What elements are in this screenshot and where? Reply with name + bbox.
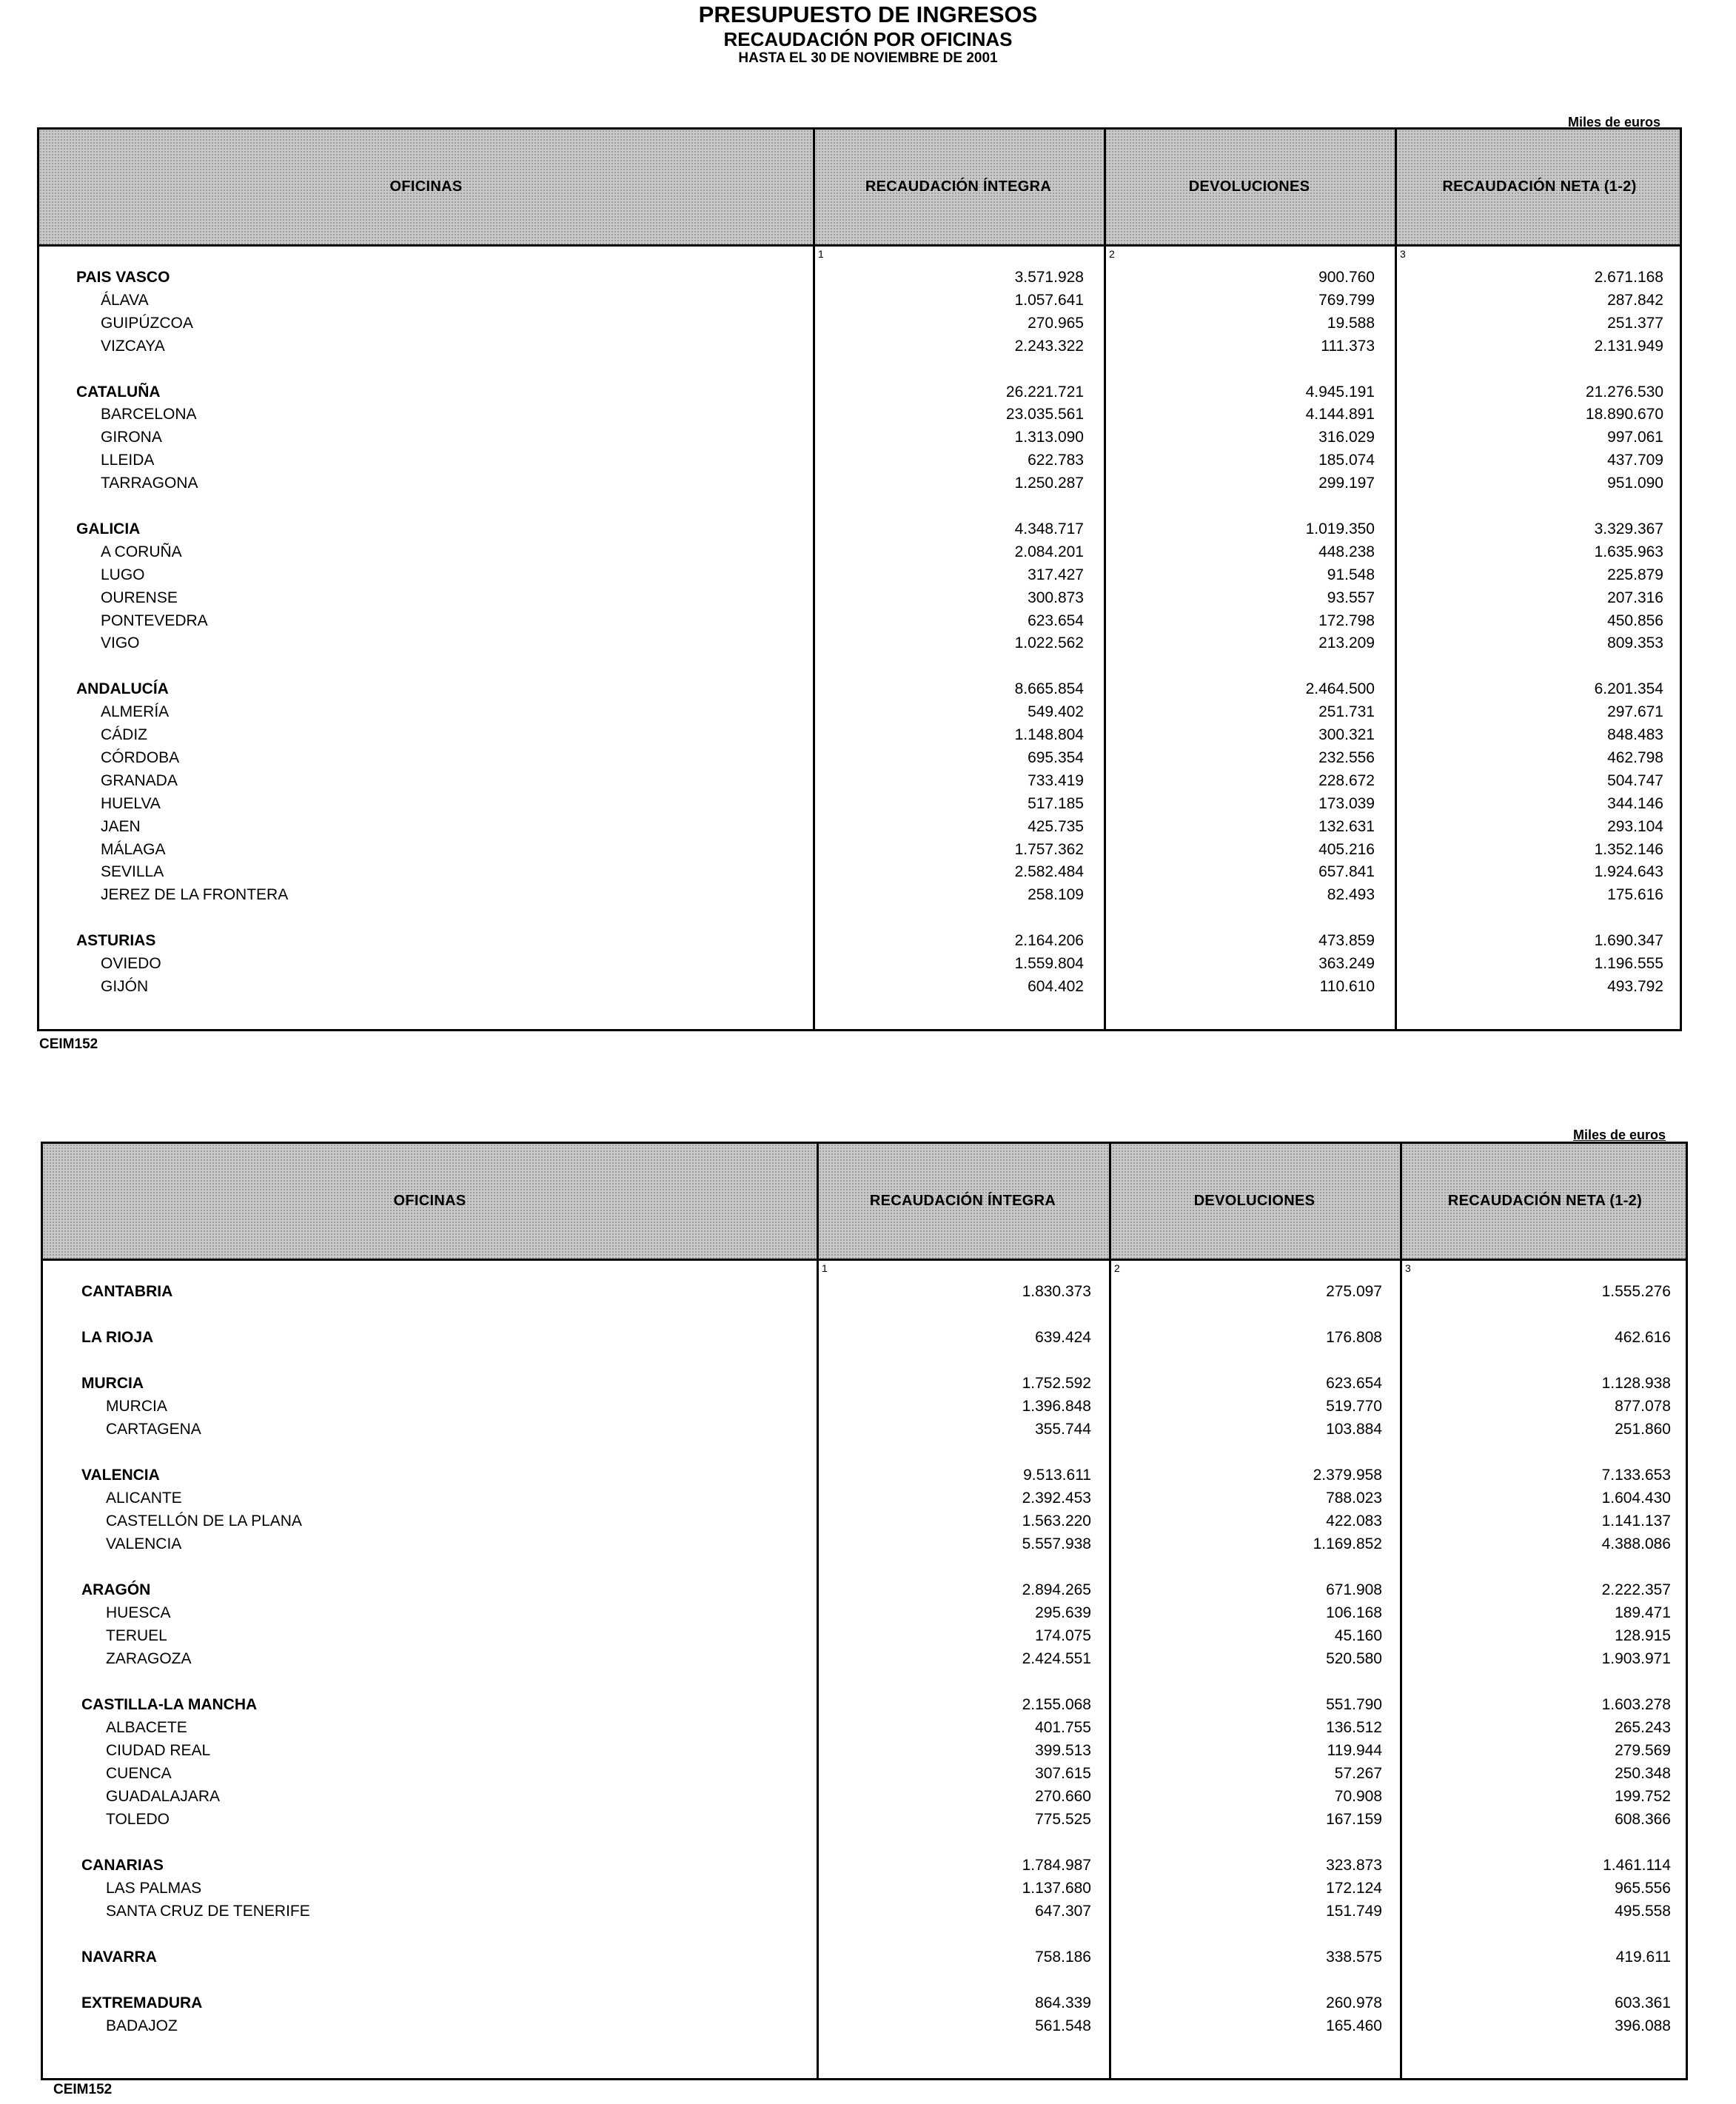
table-row [39,543,1680,566]
refunds-value: 769.799 [1318,291,1375,309]
net-value: 462.616 [1615,1329,1671,1346]
gross-value: 300.873 [1028,589,1084,606]
gross-value: 775.525 [1035,1811,1091,1828]
office-name: BADAJOZ [106,2017,178,2034]
unit-label-1: Miles de euros [1568,115,1661,130]
table-row [43,1512,1686,1535]
gross-value: 317.427 [1028,566,1084,583]
office-name: CÓRDOBA [101,748,180,766]
gross-value: 1.022.562 [1014,634,1084,652]
gross-value: 4.348.717 [1014,520,1084,537]
table-row [43,1627,1686,1649]
gross-value: 604.402 [1028,977,1084,995]
refunds-value: 1.169.852 [1313,1535,1382,1552]
refunds-value: 473.859 [1318,932,1375,950]
net-value: 344.146 [1607,794,1663,812]
gross-value: 425.735 [1028,817,1084,835]
office-name: ALMERÍA [101,703,170,721]
net-value: 493.792 [1607,977,1663,995]
table-row [43,1880,1686,1902]
table-row [39,566,1680,589]
col-number-1: 1 [822,1262,828,1274]
refunds-value: 623.654 [1326,1375,1382,1392]
office-name: CIUDAD REAL [106,1742,211,1759]
office-name: NAVARRA [81,1949,157,1966]
net-value: 199.752 [1615,1788,1671,1805]
refunds-value: 405.216 [1318,840,1375,858]
table-row [39,726,1680,748]
table-row [39,795,1680,817]
table-row [39,863,1680,885]
net-value: 2.671.168 [1594,269,1663,286]
gross-value: 2.894.265 [1022,1581,1091,1598]
refunds-value: 260.978 [1326,1994,1382,2011]
gross-value: 1.396.848 [1022,1398,1091,1415]
table-row [43,1398,1686,1420]
refunds-value: 900.760 [1318,269,1375,286]
report-period: HASTA EL 30 DE NOVIEMBRE DE 2001 [738,50,998,66]
office-name: LUGO [101,566,145,583]
gross-value: 1.057.641 [1014,291,1084,309]
net-value: 951.090 [1607,475,1663,492]
net-value: 965.556 [1615,1880,1671,1897]
gross-value: 1.148.804 [1014,726,1084,743]
table-2 [41,1142,1688,2080]
office-name: A CORUÑA [101,543,182,560]
refunds-value: 111.373 [1321,337,1375,355]
table-row [43,1903,1686,1925]
report-subtitle: RECAUDACIÓN POR OFICINAS [723,28,1013,50]
table-row [39,383,1680,406]
col-number-2: 2 [1109,248,1115,260]
table-row [43,1375,1686,1397]
office-name: ARAGÓN [81,1581,151,1598]
office-name: TOLEDO [106,1811,170,1828]
refunds-value: 132.631 [1318,817,1375,835]
net-value: 1.635.963 [1594,543,1663,560]
office-name: PAIS VASCO [76,269,170,286]
net-value: 848.483 [1607,726,1663,743]
net-value: 603.361 [1615,1994,1671,2011]
col-header-refunds: DEVOLUCIONES [1188,178,1310,195]
net-value: 297.671 [1607,703,1663,721]
refunds-value: 119.944 [1327,1742,1382,1759]
table-row [43,1742,1686,1764]
office-name: LAS PALMAS [106,1880,202,1897]
refunds-value: 45.160 [1334,1627,1382,1644]
office-name: CARTAGENA [106,1421,201,1438]
gross-value: 1.784.987 [1022,1857,1091,1874]
office-name: TERUEL [106,1627,167,1644]
col-number-3: 3 [1400,248,1406,260]
office-name: SEVILLA [101,863,164,881]
net-value: 809.353 [1607,634,1663,652]
gross-value: 864.339 [1035,1994,1091,2011]
table-row [43,1788,1686,1810]
gross-value: 1.830.373 [1022,1283,1091,1300]
table-row [39,680,1680,703]
table-row [43,1857,1686,1879]
office-name: ZARAGOZA [106,1650,192,1667]
table-row [39,749,1680,771]
refunds-value: 232.556 [1318,748,1375,766]
gross-value: 733.419 [1028,771,1084,789]
refunds-value: 103.884 [1326,1421,1382,1438]
refunds-value: 788.023 [1326,1490,1382,1507]
gross-value: 270.965 [1028,314,1084,332]
col-number-2: 2 [1114,1262,1120,1274]
col-header-gross: RECAUDACIÓN ÍNTEGRA [869,1193,1056,1209]
gross-value: 561.548 [1035,2017,1091,2034]
gross-value: 23.035.561 [1005,406,1084,423]
refunds-value: 251.731 [1318,703,1375,721]
office-name: CUENCA [106,1765,172,1782]
gross-value: 401.755 [1035,1719,1091,1736]
col-number-3: 3 [1405,1262,1411,1274]
refunds-value: 2.464.500 [1305,680,1375,698]
gross-value: 399.513 [1035,1742,1091,1759]
col-header-office: OFICINAS [393,1193,466,1209]
report-title: PRESUPUESTO DE INGRESOS [698,1,1038,27]
office-name: OVIEDO [101,955,161,972]
refunds-value: 91.548 [1327,566,1375,583]
gross-value: 1.752.592 [1022,1375,1091,1392]
net-value: 3.329.367 [1594,520,1663,537]
footer-code-2: CEIM152 [53,2082,113,2097]
col-header-office: OFICINAS [389,178,463,195]
net-value: 1.690.347 [1594,932,1663,950]
table-row [39,269,1680,291]
gross-value: 622.783 [1028,452,1084,469]
table-row [39,406,1680,428]
gross-value: 258.109 [1028,886,1084,904]
net-value: 608.366 [1615,1811,1671,1828]
net-value: 1.604.430 [1601,1490,1671,1507]
gross-value: 355.744 [1035,1421,1091,1438]
table-row [43,1811,1686,1833]
table-row [39,475,1680,497]
office-name: MURCIA [106,1398,167,1415]
table-row [39,612,1680,634]
gross-value: 2.084.201 [1014,543,1084,560]
table-row [43,1604,1686,1626]
refunds-value: 106.168 [1326,1604,1382,1621]
unit-label-2: Miles de euros [1573,1128,1666,1142]
office-name: CANTABRIA [81,1283,173,1300]
refunds-value: 323.873 [1326,1857,1382,1874]
table-row [43,1719,1686,1741]
refunds-value: 316.029 [1318,429,1375,446]
gross-value: 9.513.611 [1023,1467,1091,1484]
office-name: EXTREMADURA [81,1994,203,2011]
gross-value: 1.563.220 [1022,1512,1091,1530]
office-name: ALBACETE [106,1719,187,1736]
table-row [39,429,1680,451]
gross-value: 295.639 [1035,1604,1091,1621]
net-value: 1.352.146 [1594,840,1663,858]
net-value: 1.903.971 [1601,1650,1671,1667]
table-row [39,841,1680,863]
refunds-value: 363.249 [1318,955,1375,972]
refunds-value: 176.808 [1326,1329,1382,1346]
net-value: 189.471 [1615,1604,1671,1621]
gross-value: 26.221.721 [1005,383,1084,401]
office-name: GIJÓN [101,977,149,995]
net-value: 2.222.357 [1601,1581,1671,1598]
table-row [39,315,1680,337]
net-value: 4.388.086 [1601,1535,1671,1552]
gross-value: 623.654 [1028,612,1084,629]
gross-value: 1.313.090 [1014,429,1084,446]
refunds-value: 173.039 [1318,794,1375,812]
net-value: 450.856 [1607,612,1663,629]
net-value: 7.133.653 [1601,1467,1671,1484]
net-value: 293.104 [1607,817,1663,835]
gross-value: 2.424.551 [1022,1650,1091,1667]
net-value: 225.879 [1607,566,1663,583]
refunds-value: 185.074 [1318,452,1375,469]
office-name: PONTEVEDRA [101,612,208,629]
office-name: MÁLAGA [101,840,166,858]
net-value: 250.348 [1615,1765,1671,1782]
net-value: 1.461.114 [1603,1857,1671,1874]
net-value: 437.709 [1607,452,1663,469]
table-row [43,1949,1686,1971]
net-value: 495.558 [1615,1903,1671,1920]
net-value: 6.201.354 [1594,680,1663,698]
office-name: GUIPÚZCOA [101,314,193,332]
table-row [39,818,1680,840]
table-2-header [43,1144,1686,1261]
refunds-value: 519.770 [1326,1398,1382,1415]
office-name: GALICIA [76,520,141,537]
net-value: 1.141.137 [1601,1512,1671,1530]
col-header-net: RECAUDACIÓN NETA (1-2) [1442,178,1637,195]
table-row [39,703,1680,726]
refunds-value: 165.460 [1326,2017,1382,2034]
gross-value: 307.615 [1035,1765,1091,1782]
refunds-value: 167.159 [1326,1811,1382,1828]
refunds-value: 93.557 [1327,589,1375,606]
refunds-value: 275.097 [1326,1283,1382,1300]
table-row [39,292,1680,314]
table-row [39,520,1680,543]
table-row [43,1994,1686,2017]
refunds-value: 228.672 [1318,771,1375,789]
office-name: CASTELLÓN DE LA PLANA [106,1512,302,1530]
table-1 [37,127,1682,1031]
table-row [43,2017,1686,2040]
table-row [43,1421,1686,1443]
gross-value: 8.665.854 [1014,680,1084,698]
col-number-1: 1 [818,248,824,260]
net-value: 1.924.643 [1594,863,1663,881]
office-name: JAEN [101,817,141,835]
refunds-value: 110.610 [1319,977,1375,995]
net-value: 462.798 [1607,748,1663,766]
office-name: CÁDIZ [101,726,147,743]
net-value: 1.555.276 [1601,1283,1671,1300]
office-name: VIGO [101,634,140,652]
refunds-value: 57.267 [1334,1765,1382,1782]
net-value: 265.243 [1615,1719,1671,1736]
table-row [43,1329,1686,1351]
office-name: TARRAGONA [101,475,198,492]
refunds-value: 657.841 [1318,863,1375,881]
gross-value: 549.402 [1028,703,1084,721]
gross-value: 2.582.484 [1014,863,1084,881]
table-1-header [39,130,1680,247]
office-name: LA RIOJA [81,1329,154,1346]
table-row [39,452,1680,474]
gross-value: 695.354 [1028,748,1084,766]
refunds-value: 671.908 [1326,1581,1382,1598]
net-value: 2.131.949 [1594,337,1663,355]
refunds-value: 299.197 [1318,475,1375,492]
net-value: 877.078 [1615,1398,1671,1415]
table-row [39,338,1680,360]
table-row [43,1765,1686,1787]
refunds-value: 172.798 [1318,612,1375,629]
table-row [39,932,1680,954]
table-row [43,1535,1686,1558]
gross-value: 2.243.322 [1014,337,1084,355]
office-name: MURCIA [81,1375,144,1392]
refunds-value: 338.575 [1326,1949,1382,1966]
refunds-value: 4.945.191 [1305,383,1375,401]
table-row [39,978,1680,1000]
office-name: ASTURIAS [76,932,156,950]
office-name: ANDALUCÍA [76,680,169,698]
table-row [43,1581,1686,1604]
net-value: 21.276.530 [1585,383,1663,401]
refunds-value: 151.749 [1326,1903,1382,1920]
office-name: OURENSE [101,589,178,606]
refunds-value: 136.512 [1326,1719,1382,1736]
col-header-gross: RECAUDACIÓN ÍNTEGRA [865,178,1052,195]
net-value: 1.128.938 [1601,1375,1671,1392]
net-value: 396.088 [1615,2017,1671,2034]
office-name: GIRONA [101,429,162,446]
refunds-value: 422.083 [1326,1512,1382,1530]
table-row [39,955,1680,977]
office-name: CASTILLA-LA MANCHA [81,1696,258,1713]
office-name: LLEIDA [101,452,155,469]
net-value: 18.890.670 [1585,406,1663,423]
office-name: JEREZ DE LA FRONTERA [101,886,289,904]
gross-value: 2.392.453 [1022,1490,1091,1507]
table-row [39,634,1680,657]
table-row [43,1696,1686,1718]
gross-value: 270.660 [1035,1788,1091,1805]
refunds-value: 1.019.350 [1305,520,1375,537]
table-row [39,589,1680,612]
refunds-value: 2.379.958 [1313,1467,1382,1484]
office-name: VALENCIA [81,1467,160,1484]
gross-value: 647.307 [1035,1903,1091,1920]
refunds-value: 520.580 [1326,1650,1382,1667]
net-value: 207.316 [1607,589,1663,606]
refunds-value: 551.790 [1326,1696,1382,1713]
table-row [43,1283,1686,1305]
gross-value: 5.557.938 [1022,1535,1091,1552]
refunds-value: 82.493 [1327,886,1375,904]
office-name: ALICANTE [106,1490,182,1507]
office-name: SANTA CRUZ DE TENERIFE [106,1903,310,1920]
net-value: 997.061 [1607,429,1663,446]
gross-value: 3.571.928 [1014,269,1084,286]
net-value: 1.196.555 [1594,955,1663,972]
table-row [39,772,1680,794]
office-name: GUADALAJARA [106,1788,221,1805]
col-header-net: RECAUDACIÓN NETA (1-2) [1447,1193,1643,1209]
gross-value: 517.185 [1028,794,1084,812]
table-row [43,1650,1686,1672]
refunds-value: 19.588 [1327,314,1375,332]
table-row [43,1490,1686,1512]
footer-code-1: CEIM152 [39,1036,98,1052]
gross-value: 2.155.068 [1022,1696,1091,1713]
refunds-value: 300.321 [1318,726,1375,743]
refunds-value: 172.124 [1326,1880,1382,1897]
refunds-value: 70.908 [1334,1788,1382,1805]
gross-value: 758.186 [1035,1949,1091,1966]
refunds-value: 213.209 [1318,634,1375,652]
table-row [39,886,1680,908]
net-value: 251.377 [1607,314,1663,332]
gross-value: 1.137.680 [1022,1880,1091,1897]
office-name: CANARIAS [81,1857,164,1874]
col-header-refunds: DEVOLUCIONES [1193,1193,1316,1209]
gross-value: 1.559.804 [1014,955,1084,972]
net-value: 1.603.278 [1601,1696,1671,1713]
net-value: 504.747 [1607,771,1663,789]
refunds-value: 448.238 [1318,543,1375,560]
gross-value: 174.075 [1035,1627,1091,1644]
office-name: HUESCA [106,1604,171,1621]
gross-value: 639.424 [1035,1329,1091,1346]
office-name: CATALUÑA [76,383,161,401]
net-value: 287.842 [1607,291,1663,309]
gross-value: 1.757.362 [1014,840,1084,858]
net-value: 279.569 [1615,1742,1671,1759]
office-name: GRANADA [101,771,178,789]
office-name: ÁLAVA [101,291,149,309]
office-name: VALENCIA [106,1535,182,1552]
refunds-value: 4.144.891 [1305,406,1375,423]
net-value: 175.616 [1607,886,1663,904]
gross-value: 2.164.206 [1014,932,1084,950]
office-name: HUELVA [101,794,161,812]
office-name: VIZCAYA [101,337,165,355]
office-name: BARCELONA [101,406,197,423]
table-row [43,1467,1686,1489]
gross-value: 1.250.287 [1014,475,1084,492]
net-value: 128.915 [1615,1627,1671,1644]
net-value: 251.860 [1615,1421,1671,1438]
net-value: 419.611 [1615,1949,1671,1966]
